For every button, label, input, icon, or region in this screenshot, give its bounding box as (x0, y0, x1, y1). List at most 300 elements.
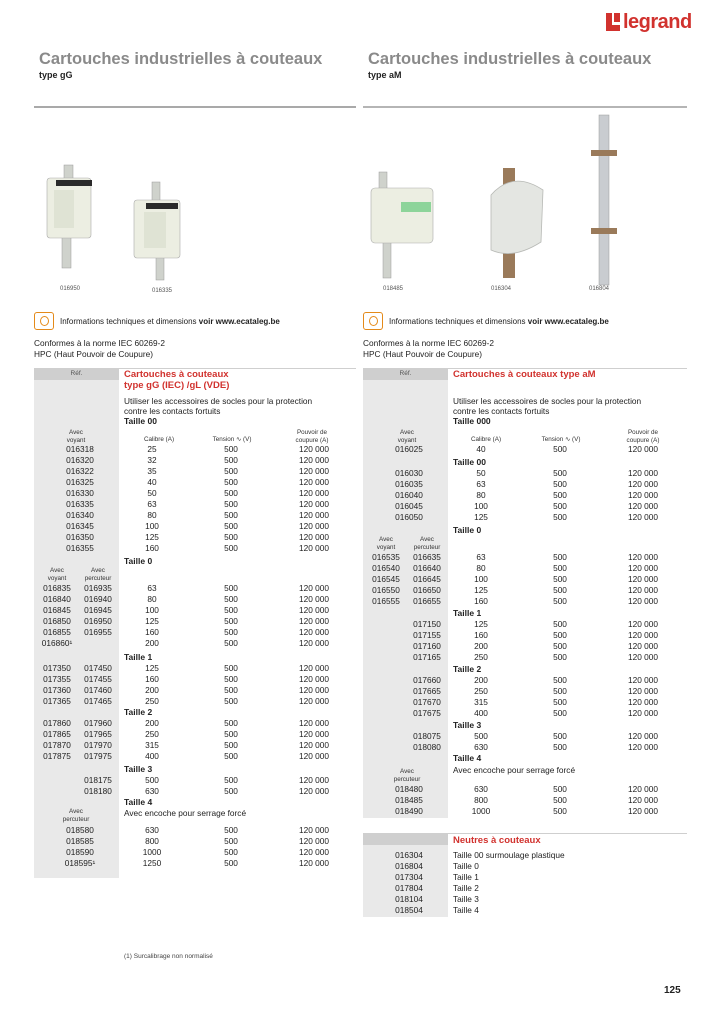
calibre-cell: 100 (145, 521, 159, 531)
pouvoir-cell: 120 000 (299, 674, 329, 684)
left-title: Cartouches industrielles à couteaux (39, 50, 323, 68)
ref-percuteur: 016635 (413, 552, 441, 562)
col-header-percuteur: Avec percuteur (84, 567, 112, 582)
ref-voyant: 016040 (395, 490, 423, 500)
table-row (34, 627, 356, 638)
ref-percuteur: 017670 (413, 697, 441, 707)
ref-voyant: 016355 (66, 543, 94, 553)
list-item (363, 861, 687, 872)
pouvoir-cell: 120 000 (299, 740, 329, 750)
tension-cell: 500 (224, 674, 238, 684)
pouvoir-cell: 120 000 (299, 847, 329, 857)
table-row (34, 638, 356, 649)
ref-voyant: 016330 (66, 488, 94, 498)
fuse-gg-photos (34, 110, 234, 290)
conformity-line: HPC (Haut Pouvoir de Coupure) (363, 349, 482, 359)
tension-cell: 500 (224, 444, 238, 454)
ref-voyant: 016860¹ (41, 638, 73, 648)
calibre-cell: 35 (147, 466, 157, 476)
pouvoir-cell: 120 000 (628, 641, 658, 651)
pouvoir-cell: 120 000 (299, 836, 329, 846)
tension-cell: 500 (553, 795, 567, 805)
neutre-desc: Taille 0 (453, 861, 479, 871)
pouvoir-cell: 120 000 (628, 596, 658, 606)
tension-cell: 500 (224, 751, 238, 761)
col-header-pouvoir: Pouvoir de coupure (A) (626, 429, 660, 444)
ref-percuteur: 017465 (84, 696, 112, 706)
brand-name: legrand (623, 11, 692, 33)
ref-voyant: 017875 (43, 751, 71, 761)
tension-cell: 500 (224, 685, 238, 695)
table-row (34, 685, 356, 696)
ref-voyant: 018490 (395, 806, 423, 816)
calibre-cell: 32 (147, 455, 157, 465)
pouvoir-cell: 120 000 (299, 627, 329, 637)
ref-header: Réf. (363, 368, 448, 380)
pouvoir-cell: 120 000 (628, 630, 658, 640)
size-heading: Taille 00 (453, 457, 486, 467)
table-row (34, 543, 356, 554)
ref-percuteur: 017455 (84, 674, 112, 684)
ref-voyant: 016550 (372, 585, 400, 595)
tension-cell: 500 (553, 652, 567, 662)
ref-percuteur: 016650 (413, 585, 441, 595)
ref-percuteur: 016640 (413, 563, 441, 573)
table-row (34, 847, 356, 858)
list-item (363, 894, 687, 905)
ref-voyant: 016345 (66, 521, 94, 531)
tension-cell: 500 (224, 510, 238, 520)
neutre-ref: 018104 (395, 894, 423, 904)
ref-percuteur: 017960 (84, 718, 112, 728)
ref-percuteur: 016945 (84, 605, 112, 615)
neutres-rule (448, 833, 687, 834)
ref-percuteur: 018075 (413, 731, 441, 741)
table-row (363, 742, 685, 753)
calibre-cell: 40 (147, 477, 157, 487)
neutres-title: Neutres à couteaux (453, 835, 541, 846)
left-photos (34, 110, 356, 300)
ref-percuteur: 017460 (84, 685, 112, 695)
table-row (34, 740, 356, 751)
table-row (363, 641, 685, 652)
tension-cell: 500 (553, 501, 567, 511)
section-title: Cartouches à couteaux type aM (453, 369, 596, 380)
table-row (34, 696, 356, 707)
tension-cell: 500 (553, 596, 567, 606)
calibre-cell: 80 (476, 490, 486, 500)
pouvoir-cell: 120 000 (299, 444, 329, 454)
pouvoir-cell: 120 000 (628, 784, 658, 794)
ref-percuteur: 017970 (84, 740, 112, 750)
pouvoir-cell: 120 000 (628, 512, 658, 522)
section-description: Utiliser les accessoires de socles pour la protection contre les contacts fortuits (453, 396, 642, 416)
table-row (34, 786, 356, 797)
tension-cell: 500 (224, 836, 238, 846)
size-heading: Taille 000 (453, 416, 491, 426)
ref-percuteur: 017450 (84, 663, 112, 673)
pouvoir-cell: 120 000 (299, 775, 329, 785)
table-row (363, 795, 685, 806)
table-row (363, 784, 685, 795)
ref-percuteur: 017675 (413, 708, 441, 718)
table-row (34, 858, 356, 869)
ref-percuteur: 017150 (413, 619, 441, 629)
list-item (363, 872, 687, 883)
pouvoir-cell: 120 000 (299, 616, 329, 626)
ref-voyant: 017355 (43, 674, 71, 684)
ref-voyant: 016835 (43, 583, 71, 593)
tension-cell: 500 (224, 663, 238, 673)
neutre-ref: 017304 (395, 872, 423, 882)
conformity-line: Conformes à la norme IEC 60269-2 (34, 338, 165, 348)
tension-cell: 500 (553, 479, 567, 489)
ref-voyant: 016545 (372, 574, 400, 584)
table-row (34, 594, 356, 605)
pouvoir-cell: 120 000 (299, 499, 329, 509)
tension-cell: 500 (224, 543, 238, 553)
table-row (363, 619, 685, 630)
ref-percuteur: 016935 (84, 583, 112, 593)
col-header-percuteur: Avec percuteur (62, 808, 90, 823)
tension-cell: 500 (553, 563, 567, 573)
pouvoir-cell: 120 000 (628, 574, 658, 584)
pouvoir-cell: 120 000 (299, 786, 329, 796)
photo-caption: 016950 (60, 286, 81, 292)
pouvoir-cell: 120 000 (299, 510, 329, 520)
tension-cell: 500 (224, 638, 238, 648)
size-heading: Taille 2 (124, 707, 153, 717)
tension-cell: 500 (224, 488, 238, 498)
calibre-cell: 800 (145, 836, 159, 846)
ref-voyant: 016320 (66, 455, 94, 465)
ref-voyant: 016535 (372, 552, 400, 562)
tension-cell: 500 (224, 583, 238, 593)
table-row (363, 490, 685, 501)
right-conformity (363, 338, 494, 360)
table-row (34, 836, 356, 847)
table-row (363, 479, 685, 490)
tension-cell: 500 (224, 477, 238, 487)
section-gap (363, 818, 687, 833)
table-row (363, 596, 685, 607)
size-heading: Taille 00 (124, 416, 157, 426)
pouvoir-cell: 120 000 (299, 477, 329, 487)
pouvoir-cell: 120 000 (299, 488, 329, 498)
size-heading: Taille 4 (453, 753, 482, 763)
ref-percuteur: 017165 (413, 652, 441, 662)
ref-percuteur: 018175 (84, 775, 112, 785)
neutre-desc: Taille 00 surmoulage plastique (453, 850, 565, 860)
left-conformity (34, 338, 165, 360)
page-number: 125 (664, 985, 681, 996)
pouvoir-cell: 120 000 (628, 697, 658, 707)
pouvoir-cell: 120 000 (299, 455, 329, 465)
col-header-voyant: Avec voyant (397, 429, 417, 444)
tension-cell: 500 (224, 605, 238, 615)
info-link[interactable]: voir www.ecataleg.be (198, 316, 280, 326)
ref-voyant: 016335 (66, 499, 94, 509)
ref-voyant: 016325 (66, 477, 94, 487)
calibre-cell: 80 (476, 563, 486, 573)
pouvoir-cell: 120 000 (299, 751, 329, 761)
calibre-cell: 50 (147, 488, 157, 498)
size-heading: Taille 1 (453, 608, 482, 618)
ref-voyant: 016845 (43, 605, 71, 615)
neutres-ref-header (363, 833, 448, 845)
pouvoir-cell: 120 000 (299, 532, 329, 542)
conformity-line: Conformes à la norme IEC 60269-2 (363, 338, 494, 348)
ref-percuteur: 018080 (413, 742, 441, 752)
ref-voyant: 018585 (66, 836, 94, 846)
tension-cell: 500 (224, 616, 238, 626)
taille4-note: Avec encoche pour serrage forcé (124, 808, 247, 818)
tension-cell: 500 (553, 686, 567, 696)
table-row (363, 563, 685, 574)
calibre-cell: 50 (476, 468, 486, 478)
ref-voyant: 017350 (43, 663, 71, 673)
table-row (34, 477, 356, 488)
calibre-cell: 100 (474, 501, 488, 511)
calibre-cell: 800 (474, 795, 488, 805)
tension-cell: 500 (224, 858, 238, 868)
pouvoir-cell: 120 000 (299, 685, 329, 695)
taille4-note: Avec encoche pour serrage forcé (453, 765, 576, 775)
size-heading: Taille 2 (453, 664, 482, 674)
table-row (363, 468, 685, 479)
col-header-voyant: Avec voyant (47, 567, 67, 582)
table-row (34, 455, 356, 466)
ref-percuteur: 017975 (84, 751, 112, 761)
pouvoir-cell: 120 000 (628, 686, 658, 696)
pouvoir-cell: 120 000 (628, 468, 658, 478)
neutre-ref: 017804 (395, 883, 423, 893)
right-header-rule (363, 106, 687, 108)
size-heading: Taille 4 (124, 797, 153, 807)
pouvoir-cell: 120 000 (299, 718, 329, 728)
pouvoir-cell: 120 000 (299, 521, 329, 531)
tension-cell: 500 (553, 585, 567, 595)
calibre-cell: 250 (474, 652, 488, 662)
pouvoir-cell: 120 000 (628, 675, 658, 685)
list-item (363, 905, 687, 916)
pouvoir-cell: 120 000 (628, 795, 658, 805)
calibre-cell: 125 (145, 532, 159, 542)
tension-cell: 500 (553, 490, 567, 500)
table-row (363, 552, 685, 563)
col-header-percuteur: Avec percuteur (413, 536, 441, 551)
pouvoir-cell: 120 000 (299, 663, 329, 673)
pouvoir-cell: 120 000 (299, 583, 329, 593)
neutre-desc: Taille 3 (453, 894, 479, 904)
neutre-desc: Taille 1 (453, 872, 479, 882)
calibre-cell: 200 (474, 675, 488, 685)
ref-voyant: 017865 (43, 729, 71, 739)
list-item (363, 883, 687, 894)
pouvoir-cell: 120 000 (628, 731, 658, 741)
tension-cell: 500 (224, 847, 238, 857)
table-row (34, 521, 356, 532)
left-header-rule (34, 106, 356, 108)
pouvoir-cell: 120 000 (628, 552, 658, 562)
size-heading: Taille 3 (124, 764, 153, 774)
pouvoir-cell: 120 000 (299, 696, 329, 706)
ref-voyant: 017365 (43, 696, 71, 706)
table-row (34, 605, 356, 616)
pouvoir-cell: 120 000 (299, 466, 329, 476)
table-row (34, 663, 356, 674)
pouvoir-cell: 120 000 (628, 619, 658, 629)
table-row (363, 630, 685, 641)
tension-cell: 500 (553, 444, 567, 454)
calibre-cell: 630 (474, 784, 488, 794)
calibre-cell: 125 (474, 512, 488, 522)
calibre-cell: 25 (147, 444, 157, 454)
ref-percuteur: 017965 (84, 729, 112, 739)
calibre-cell: 160 (145, 674, 159, 684)
conformity-line: HPC (Haut Pouvoir de Coupure) (34, 349, 153, 359)
pouvoir-cell: 120 000 (299, 825, 329, 835)
section-title: Cartouches à couteaux type gG (IEC) /gL (VDE) (124, 369, 230, 391)
calibre-cell: 63 (476, 479, 486, 489)
ref-voyant: 016030 (395, 468, 423, 478)
pouvoir-cell: 120 000 (299, 638, 329, 648)
calibre-cell: 63 (476, 552, 486, 562)
table-row (34, 510, 356, 521)
photo-caption: 018485 (383, 286, 404, 292)
neutre-desc: Taille 4 (453, 905, 479, 915)
pouvoir-cell: 120 000 (628, 444, 658, 454)
col-header-voyant: Avec voyant (66, 429, 86, 444)
tension-cell: 500 (224, 594, 238, 604)
pouvoir-cell: 120 000 (628, 742, 658, 752)
pouvoir-cell: 120 000 (628, 708, 658, 718)
ref-percuteur: 016655 (413, 596, 441, 606)
calibre-cell: 1250 (142, 858, 162, 868)
calibre-cell: 63 (147, 499, 157, 509)
calibre-cell: 500 (474, 731, 488, 741)
table-row (363, 501, 685, 512)
ref-percuteur: 016645 (413, 574, 441, 584)
col-header-calibre: Calibre (A) (143, 436, 175, 443)
calibre-cell: 250 (474, 686, 488, 696)
table-row (34, 825, 356, 836)
ref-voyant: 016025 (395, 444, 423, 454)
calibre-cell: 500 (145, 775, 159, 785)
ref-voyant: 016318 (66, 444, 94, 454)
calibre-cell: 315 (145, 740, 159, 750)
calibre-cell: 1000 (142, 847, 162, 857)
calibre-cell: 630 (474, 742, 488, 752)
neutre-ref: 016304 (395, 850, 423, 860)
table-row (363, 512, 685, 523)
tension-cell: 500 (224, 499, 238, 509)
calibre-cell: 630 (145, 825, 159, 835)
tension-cell: 500 (553, 619, 567, 629)
calibre-cell: 630 (145, 786, 159, 796)
col-header-calibre: Calibre (A) (470, 436, 502, 443)
pouvoir-cell: 120 000 (299, 543, 329, 553)
right-title: Cartouches industrielles à couteaux (368, 50, 652, 68)
pouvoir-cell: 120 000 (299, 594, 329, 604)
right-photos (363, 110, 687, 300)
table-row (34, 751, 356, 762)
tension-cell: 500 (553, 806, 567, 816)
calibre-cell: 160 (474, 630, 488, 640)
tension-cell: 500 (553, 742, 567, 752)
table-row (363, 652, 685, 663)
table-row (34, 718, 356, 729)
size-heading: Taille 0 (124, 556, 153, 566)
info-link[interactable]: voir www.ecataleg.be (527, 316, 609, 326)
tension-cell: 500 (224, 696, 238, 706)
tension-cell: 500 (553, 574, 567, 584)
left-info-line (34, 312, 280, 330)
calibre-cell: 200 (145, 718, 159, 728)
photo-caption: 016335 (152, 288, 173, 294)
ref-percuteur: 016955 (84, 627, 112, 637)
calibre-cell: 80 (147, 510, 157, 520)
tension-cell: 500 (553, 697, 567, 707)
left-subtitle: type gG (39, 70, 73, 80)
catalog-icon (34, 312, 54, 330)
list-item (363, 850, 687, 861)
ref-voyant: 018480 (395, 784, 423, 794)
calibre-cell: 160 (145, 627, 159, 637)
table-row (34, 499, 356, 510)
pouvoir-cell: 120 000 (628, 806, 658, 816)
ref-voyant: 016555 (372, 596, 400, 606)
calibre-cell: 400 (474, 708, 488, 718)
photo-caption: 016804 (589, 286, 610, 292)
fuse-am-photos (363, 110, 687, 290)
calibre-cell: 160 (145, 543, 159, 553)
col-header-tension: Tension ∿ (V) (212, 436, 252, 443)
tension-cell: 500 (553, 512, 567, 522)
calibre-cell: 160 (474, 596, 488, 606)
size-heading: Taille 1 (124, 652, 153, 662)
footnote: (1) Surcalibrage non normalisé (124, 953, 213, 960)
calibre-cell: 100 (145, 605, 159, 615)
ref-percuteur: 016950 (84, 616, 112, 626)
calibre-cell: 125 (474, 585, 488, 595)
pouvoir-cell: 120 000 (299, 605, 329, 615)
tension-cell: 500 (553, 630, 567, 640)
ref-voyant: 016840 (43, 594, 71, 604)
tension-cell: 500 (224, 786, 238, 796)
ref-percuteur: 017665 (413, 686, 441, 696)
table-row (34, 729, 356, 740)
ref-voyant: 016855 (43, 627, 71, 637)
col-header-tension: Tension ∿ (V) (541, 436, 581, 443)
ref-voyant: 016340 (66, 510, 94, 520)
ref-voyant: 016045 (395, 501, 423, 511)
right-subtitle: type aM (368, 70, 402, 80)
tension-cell: 500 (224, 775, 238, 785)
table-row (34, 466, 356, 477)
neutre-ref: 018504 (395, 905, 423, 915)
tension-cell: 500 (224, 455, 238, 465)
table-row (34, 583, 356, 594)
info-text: Informations techniques et dimensions (60, 316, 197, 326)
catalog-icon (363, 312, 383, 330)
section-description: Utiliser les accessoires de socles pour la protection contre les contacts fortuits (124, 396, 313, 416)
table-row (363, 697, 685, 708)
ref-voyant: 016850 (43, 616, 71, 626)
col-header-voyant: Avec voyant (376, 536, 396, 551)
calibre-cell: 400 (145, 751, 159, 761)
calibre-cell: 125 (145, 616, 159, 626)
